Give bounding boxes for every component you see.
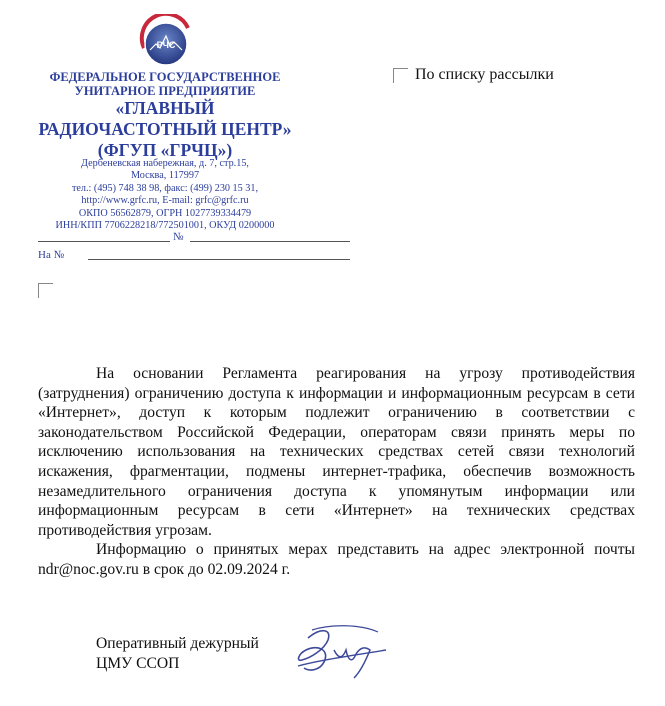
on-number-blank <box>88 259 350 260</box>
phone-line: тел.: (495) 748 38 98, факс: (499) 230 15 31, <box>71 182 259 194</box>
web-line: http://www.grfc.ru, E-mail: grfc@grfc.ru <box>81 195 249 207</box>
org-line: РАДИОЧАСТОТНЫЙ ЦЕНТР» <box>38 119 292 139</box>
address-line: Москва, 117997 <box>130 170 200 182</box>
signer-department: ЦМУ ССОП <box>96 655 180 672</box>
org-line: (ФГУП «ГРЧЦ») <box>97 140 233 160</box>
recipient: По списку рассылки <box>415 66 554 83</box>
signer-position: Оперативный дежурный <box>96 635 259 652</box>
org-name-block <box>30 70 300 161</box>
on-number-label: На № <box>38 249 65 261</box>
handwritten-signature <box>290 620 390 680</box>
letter-body <box>38 364 635 580</box>
logo-text: РЧС <box>156 40 176 50</box>
org-contacts <box>30 158 300 232</box>
org-line: УНИТАРНОЕ ПРЕДПРИЯТИЕ <box>74 84 256 98</box>
org-line: ФЕДЕРАЛЬНОЕ ГОСУДАРСТВЕННОЕ <box>49 70 281 84</box>
signer-title <box>96 634 259 674</box>
body-paragraph: На основании Регламента реагирования на угрозу противодействия (затруднения) ограничению доступа к информации и информационным ресурсам в сети «Интернет», доступ к которым подлежит ограничению в соответствии с законодательством Российской Федерации, операторам связи принять меры по исключению использования на технических средствах сетей связи технологий искажения, фрагментации, подмены интернет-трафика, обеспечив возможность незамедлительного ограничения доступа к упомянутым информации или информационным ресурсам в сети «Интернет» на технических средствах противодействия угрозам. <box>38 365 635 539</box>
inn-line: ИНН/КПП 7706228218/772501001, ОКУД 0200000 <box>55 220 275 232</box>
org-logo <box>138 14 194 70</box>
date-blank <box>38 241 170 242</box>
okpo-line: ОКПО 56562879, ОГРН 1027739334479 <box>78 207 252 219</box>
org-line: «ГЛАВНЫЙ <box>115 98 215 118</box>
recipient-corner-mark <box>393 68 408 83</box>
number-blank <box>190 241 350 242</box>
body-paragraph: Информацию о принятых мерах представить на адрес электронной почты ndr@noc.gov.ru в срок до 02.09.2024 г. <box>38 541 635 578</box>
outgoing-number-line <box>38 229 350 243</box>
incoming-number-line <box>38 247 350 261</box>
number-label: № <box>173 231 184 243</box>
address-line: Дербеневская набережная, д. 7, стр.15, <box>81 158 249 169</box>
subject-corner-mark <box>38 283 53 298</box>
